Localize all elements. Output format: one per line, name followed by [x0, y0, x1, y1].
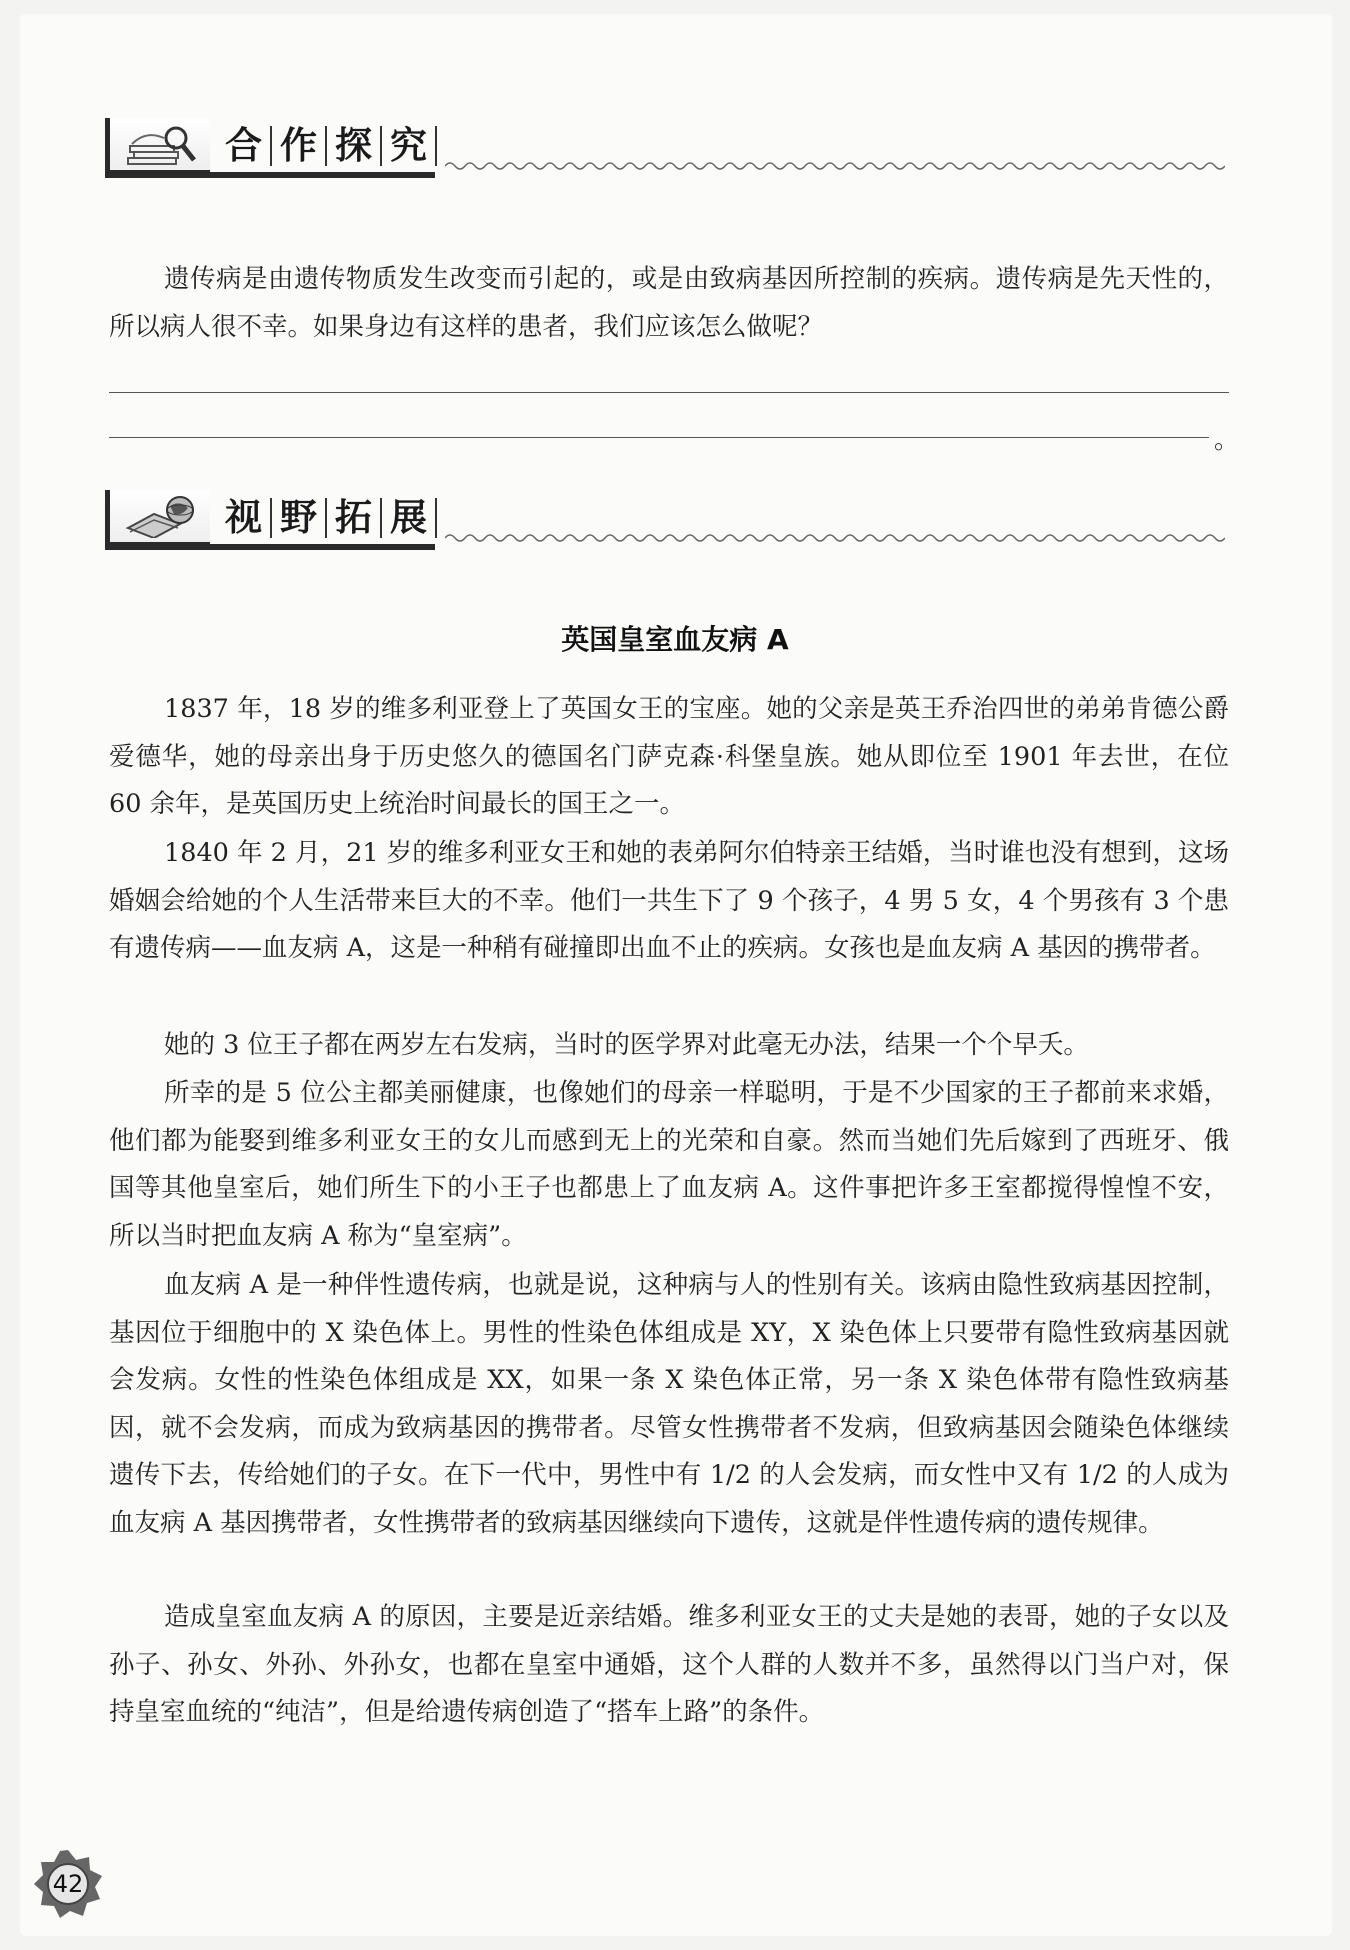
header-underline-bar: [105, 544, 435, 550]
article-paragraph: 她的 3 位王子都在两岁左右发病，当时的医学界对此毫无办法，结果一个个早夭。: [164, 1030, 1089, 1060]
section-title-char: 拓: [327, 498, 382, 538]
section-title-char: 野: [272, 498, 327, 538]
section-title-char: 探: [327, 126, 382, 166]
answer-line[interactable]: [109, 392, 1229, 393]
answer-line[interactable]: [109, 437, 1209, 438]
book-globe-icon: [105, 490, 210, 547]
page-number-badge: [32, 1848, 104, 1920]
section-header-cooperative-inquiry: [105, 118, 1225, 178]
section-title: [217, 120, 437, 172]
article-paragraph: 所幸的是 5 位公主都美丽健康，也像她们的母亲一样聪明，于是不少国家的王子都前来求婚，他们都为能娶到维多利亚女王的女儿而感到无上的光荣和自豪。然而当她们先后嫁到了西班牙、俄国等其他皇室后，她们所生下的小王子也都患上了血友病 A。这件事把许多王室都搅得惶惶不安，所以当时把血友病 A 称为“皇室病”。: [109, 1078, 1229, 1251]
header-underline-bar: [105, 172, 435, 178]
section-header-horizon-expansion: [105, 490, 1225, 550]
section-title-char: 合: [217, 126, 272, 166]
article-title: 英国皇室血友病 A: [561, 623, 789, 656]
section-title-char: 究: [382, 126, 437, 166]
answer-end-mark: 。: [1214, 425, 1240, 454]
article-paragraph: 1837 年，18 岁的维多利亚登上了英国女王的宝座。她的父亲是英王乔治四世的弟弟肯德公爵爱德华，她的母亲出身于历史悠久的德国名门萨克森·科堡皇族。她从即位至 1901 年去世，在位 60 余年，是英国历史上统治时间最长的国王之一。: [109, 694, 1229, 819]
wavy-divider: [445, 160, 1225, 172]
page-number: 42: [52, 1870, 84, 1898]
section-title-char: 作: [272, 126, 327, 166]
books-magnifier-icon: [105, 118, 210, 175]
article-paragraph: 1840 年 2 月，21 岁的维多利亚女王和她的表弟阿尔伯特亲王结婚，当时谁也没有想到，这场婚姻会给她的个人生活带来巨大的不幸。他们一共生下了 9 个孩子，4 男 5 女，4 个男孩有 3 个患有遗传病——血友病 A，这是一种稍有碰撞即出血不止的疾病。女孩也是血友病 A 基因的携带者。: [109, 838, 1229, 963]
article-paragraph: 造成皇室血友病 A 的原因，主要是近亲结婚。维多利亚女王的丈夫是她的表哥，她的子女以及孙子、孙女、外孙、外孙女，也都在皇室中通婚，这个人群的人数并不多，虽然得以门当户对，保持皇室血统的“纯洁”，但是给遗传病创造了“搭车上路”的条件。: [109, 1602, 1229, 1727]
section-title: [217, 492, 437, 544]
wavy-divider: [445, 532, 1225, 544]
intro-paragraph: 遗传病是由遗传物质发生改变而引起的，或是由致病基因所控制的疾病。遗传病是先天性的，所以病人很不幸。如果身边有这样的患者，我们应该怎么做呢？: [109, 264, 1229, 342]
section-title-char: 视: [217, 498, 272, 538]
section-title-char: 展: [382, 498, 437, 538]
article-paragraph: 血友病 A 是一种伴性遗传病，也就是说，这种病与人的性别有关。该病由隐性致病基因控制，基因位于细胞中的 X 染色体上。男性的性染色体组成是 XY，X 染色体上只要带有隐性致病基因就会发病。女性的性染色体组成是 XX，如果一条 X 染色体正常，另一条 X 染色体带有隐性致病基因，就不会发病，而成为致病基因的携带者。尽管女性携带者不发病，但致病基因会随染色体继续遗传下去，传给她们的子女。在下一代中，男性中有 1/2 的人会发病，而女性中又有 1/2 的人成为血友病 A 基因携带者，女性携带者的致病基因继续向下遗传，这就是伴性遗传病的遗传规律。: [109, 1270, 1229, 1538]
